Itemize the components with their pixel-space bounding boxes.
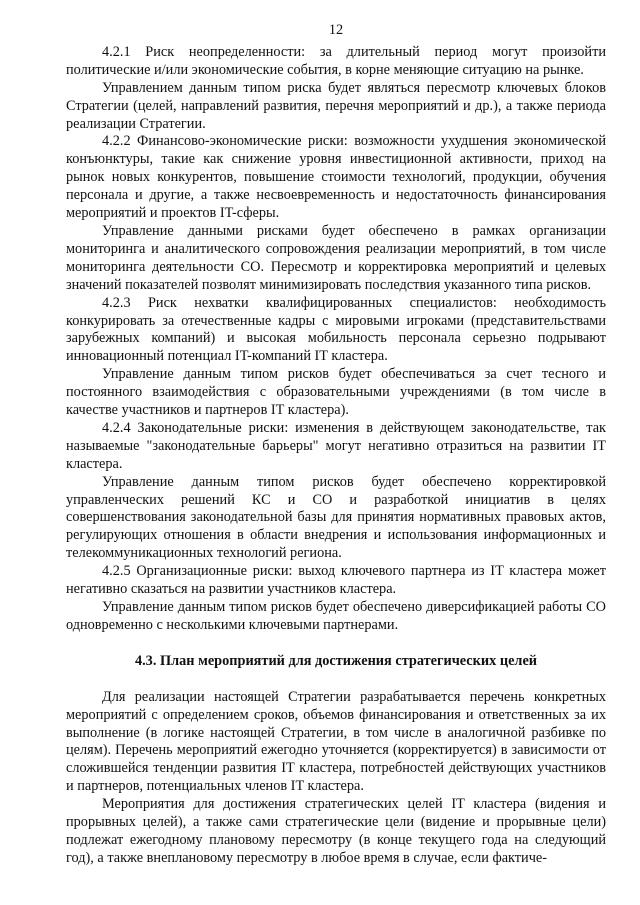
paragraph-4-2-5-management: Управление данным типом рисков будет обеспечено диверсификацией работы СО одновременно с несколькими ключевыми партнерами. [66,599,606,633]
paragraph-4-2-3-management: Управление данным типом рисков будет обеспечиваться за счет тесного и постоянного взаимодействия с образовательными учреждениями (в том числе в качестве участников и партнеров IT кластера). [66,366,606,419]
paragraph-4-2-3: 4.2.3 Риск нехватки квалифицированных специалистов: необходимость конкурировать за отечественные кадры с мировыми игроками (представительствами зарубежных компаний) и высокая мобильность персонала серьезно подрывают инновационный потенциал IT-компаний IT кластера. [66,294,606,365]
paragraph-4-2-4: 4.2.4 Законодательные риски: изменения в действующем законодательстве, так называемые "законодательные барьеры" могут негативно отразиться на развитии IT кластера. [66,419,606,472]
paragraph-4-2-5: 4.2.5 Организационные риски: выход ключевого партнера из IT кластера может негативно сказаться на развитии участников кластера. [66,563,606,598]
paragraph-4-2-2: 4.2.2 Финансово-экономические риски: возможности ухудшения экономической конъюнктуры, такие как снижение уровня инвестиционной активности, приход на рынок новых конкурентов, повышение стоимости технологий, продукции, обучения персонала и другие, а также несвоевременность и недостаточность финансирования мероприятий и проектов IT-сферы. [66,133,606,222]
paragraph-4-2-1-management: Управлением данным типом риска будет являться пересмотр ключевых блоков Стратегии (целей, направлений развития, перечня мероприятий и др.), а также периода реализации Стратегии. [66,79,606,132]
section-heading-4-3: 4.3. План мероприятий для достижения стратегических целей [134,652,538,669]
paragraph-4-3-revision: Мероприятия для достижения стратегических целей IT кластера (видения и прорывных целей), а также сами стратегические цели (видение и прорывные цели) подлежат ежегодному плановому пересмотру (в конце текущего года на следующий год), а также внеплановому пересмотру в любое время в случае, если фактиче- [66,796,606,866]
paragraph-4-2-4-management: Управление данным типом рисков будет обеспечено корректировкой управленческих решений КС и СО и разработкой инициатив в целях совершенствования законодательной базы для принятия нормативных правовых актов, регулирующих отношения в области внедрения и использования информационных и телекоммуникационных технологий региона. [66,473,606,562]
document-page [66,22,606,868]
paragraph-4-2-2-management: Управление данными рисками будет обеспечено в рамках организации мониторинга и аналитического сопровождения реализации мероприятий, в том числе мониторинга деятельности СО. Пересмотр и корректировка мероприятий и целевых значений показателей позволят минимизировать последствия указанного типа рисков. [66,222,606,293]
paragraph-4-2-1: 4.2.1 Риск неопределенности: за длительный период могут произойти политические и/или экономические события, в корне меняющие ситуацию на рынке. [66,43,606,78]
page-number: 12 [328,22,344,38]
paragraph-4-3-intro: Для реализации настоящей Стратегии разрабатывается перечень конкретных мероприятий с определением сроков, объемов финансирования и ответственных за их выполнение (в логике настоящей Стратегии, в том числе в аналогичной разбивке по целям). Перечень мероприятий ежегодно уточняется (корректируется) в зависимости от сложившейся тенденции развития IT кластера, потребностей действующих участников и партнеров, потенциальных членов IT кластера. [66,688,606,795]
